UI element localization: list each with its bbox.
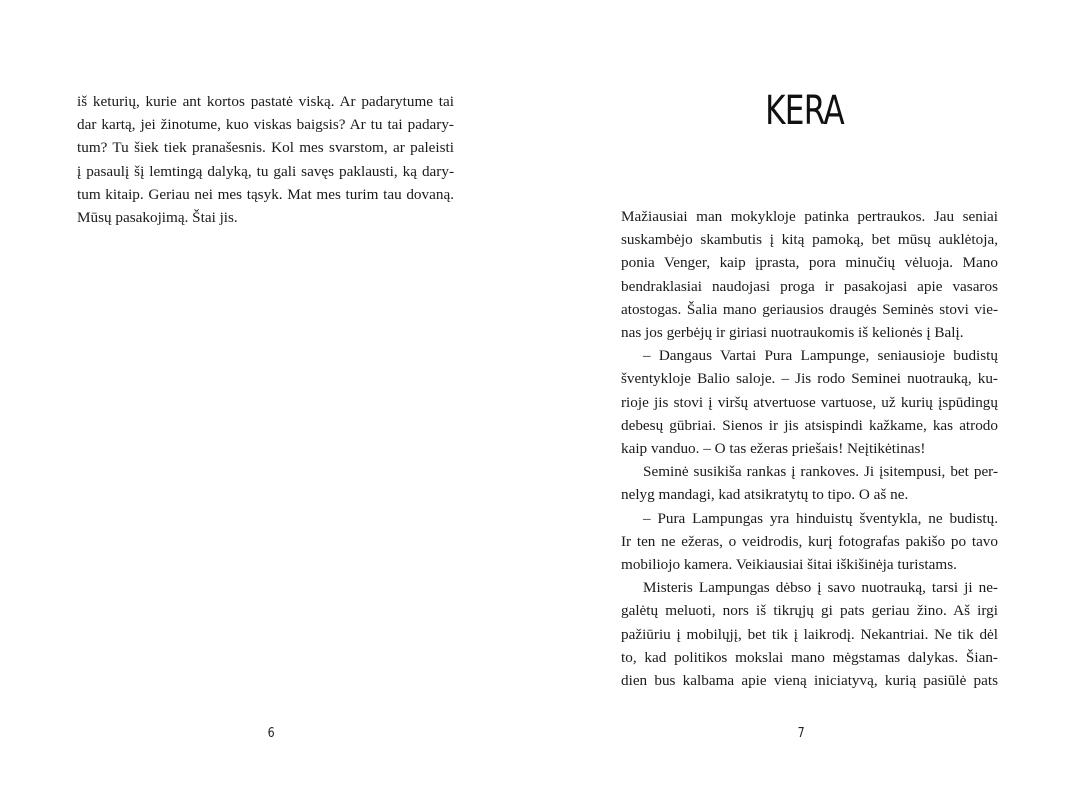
text-line: ponia Venger, kaip įprasta, pora minučių vėluoja. Mano bbox=[621, 254, 998, 272]
left-page bbox=[0, 0, 536, 801]
chapter-title: KERA bbox=[765, 88, 844, 134]
text-line: rioje jis stovi į viršų atvertuose vartuose, už kurių įspūdingų bbox=[621, 393, 998, 411]
text-line: šventykloje Balio saloje. – Jis rodo Seminei nuotrauką, ku- bbox=[621, 370, 998, 388]
text-line: bendraklasiai naudojasi proga ir pasakojasi apie vasaros bbox=[621, 277, 998, 295]
right-page-body-text bbox=[621, 205, 998, 692]
text-line: to, kad politikos mokslai mano mėgstamas dalykas. Šian- bbox=[621, 648, 998, 666]
paragraph bbox=[621, 460, 998, 506]
text-line: nas jos gerbėjų ir giriasi nuotraukomis iš kelionės į Balį. bbox=[621, 324, 964, 342]
text-line: tum? Tu šiek tiek pranašesnis. Kol mes svarstom, ar paleisti bbox=[77, 139, 454, 157]
text-line: suskambėjo skambutis į kitą pamoką, bet mūsų auklėtoja, bbox=[621, 231, 998, 249]
text-line: – Dangaus Vartai Pura Lampunge, seniausioje budistų bbox=[643, 347, 998, 365]
paragraph bbox=[621, 507, 998, 577]
text-line: dar kartą, jei žinotume, kuo viskas baigsis? Ar tu tai padary- bbox=[77, 116, 454, 134]
right-page bbox=[536, 0, 1073, 801]
text-line: iš keturių, kurie ant kortos pastatė viską. Ar padarytume tai bbox=[77, 93, 454, 110]
text-line: kaip vanduo. – O tas ežeras priešais! Neįtikėtinas! bbox=[621, 440, 926, 458]
text-line: į pasaulį šį lemtingą dalyką, tu gali savęs paklausti, ką dary- bbox=[77, 162, 454, 180]
text-line: atostogas. Šalia mano geriausios draugės Seminės stovi vie- bbox=[621, 300, 998, 318]
paragraph bbox=[621, 576, 998, 692]
text-line: debesų gūbriai. Sienos ir jis atsispindi kažkame, kas atrodo bbox=[621, 416, 998, 434]
page-number: 7 bbox=[797, 726, 805, 741]
text-line: tum kitaip. Geriau nei mes tąsyk. Mat mes turim tau dovaną. bbox=[77, 185, 454, 203]
text-line: mobiliojo kamera. Veikiausiai šitai iškišinėja turistams. bbox=[621, 556, 957, 574]
text-line: – Pura Lampungas yra hinduistų šventykla, ne budistų. bbox=[643, 509, 998, 527]
left-page-body-text bbox=[77, 90, 454, 229]
paragraph bbox=[621, 344, 998, 460]
text-line: Mūsų pasakojimą. Štai jis. bbox=[77, 209, 238, 227]
text-line: nelyg mandagi, kad atsikratytų to tipo. O aš ne. bbox=[621, 486, 909, 504]
paragraph bbox=[621, 205, 998, 344]
text-line: Mažiausiai man mokykloje patinka pertraukos. Jau seniai bbox=[621, 208, 998, 225]
text-line: dien bus kalbama apie vieną iniciatyvą, kurią pasiūlė pats bbox=[621, 672, 998, 690]
text-line: pažiūriu į mobilųjį, bet tik į laikrodį. Nekantriai. Ne tik dėl bbox=[621, 625, 998, 643]
page-number: 6 bbox=[267, 726, 275, 741]
text-line: Seminė susikiša rankas į rankoves. Ji įsitempusi, bet per- bbox=[643, 463, 998, 481]
text-line: Ir ten ne ežeras, o veidrodis, kurį fotografas pakišo po tavo bbox=[621, 532, 998, 550]
text-line: Misteris Lampungas dėbso į savo nuotrauką, tarsi ji ne- bbox=[643, 579, 998, 597]
text-line: galėtų meluoti, nors iš tikrųjų gi pats geriau žino. Aš irgi bbox=[621, 602, 998, 620]
